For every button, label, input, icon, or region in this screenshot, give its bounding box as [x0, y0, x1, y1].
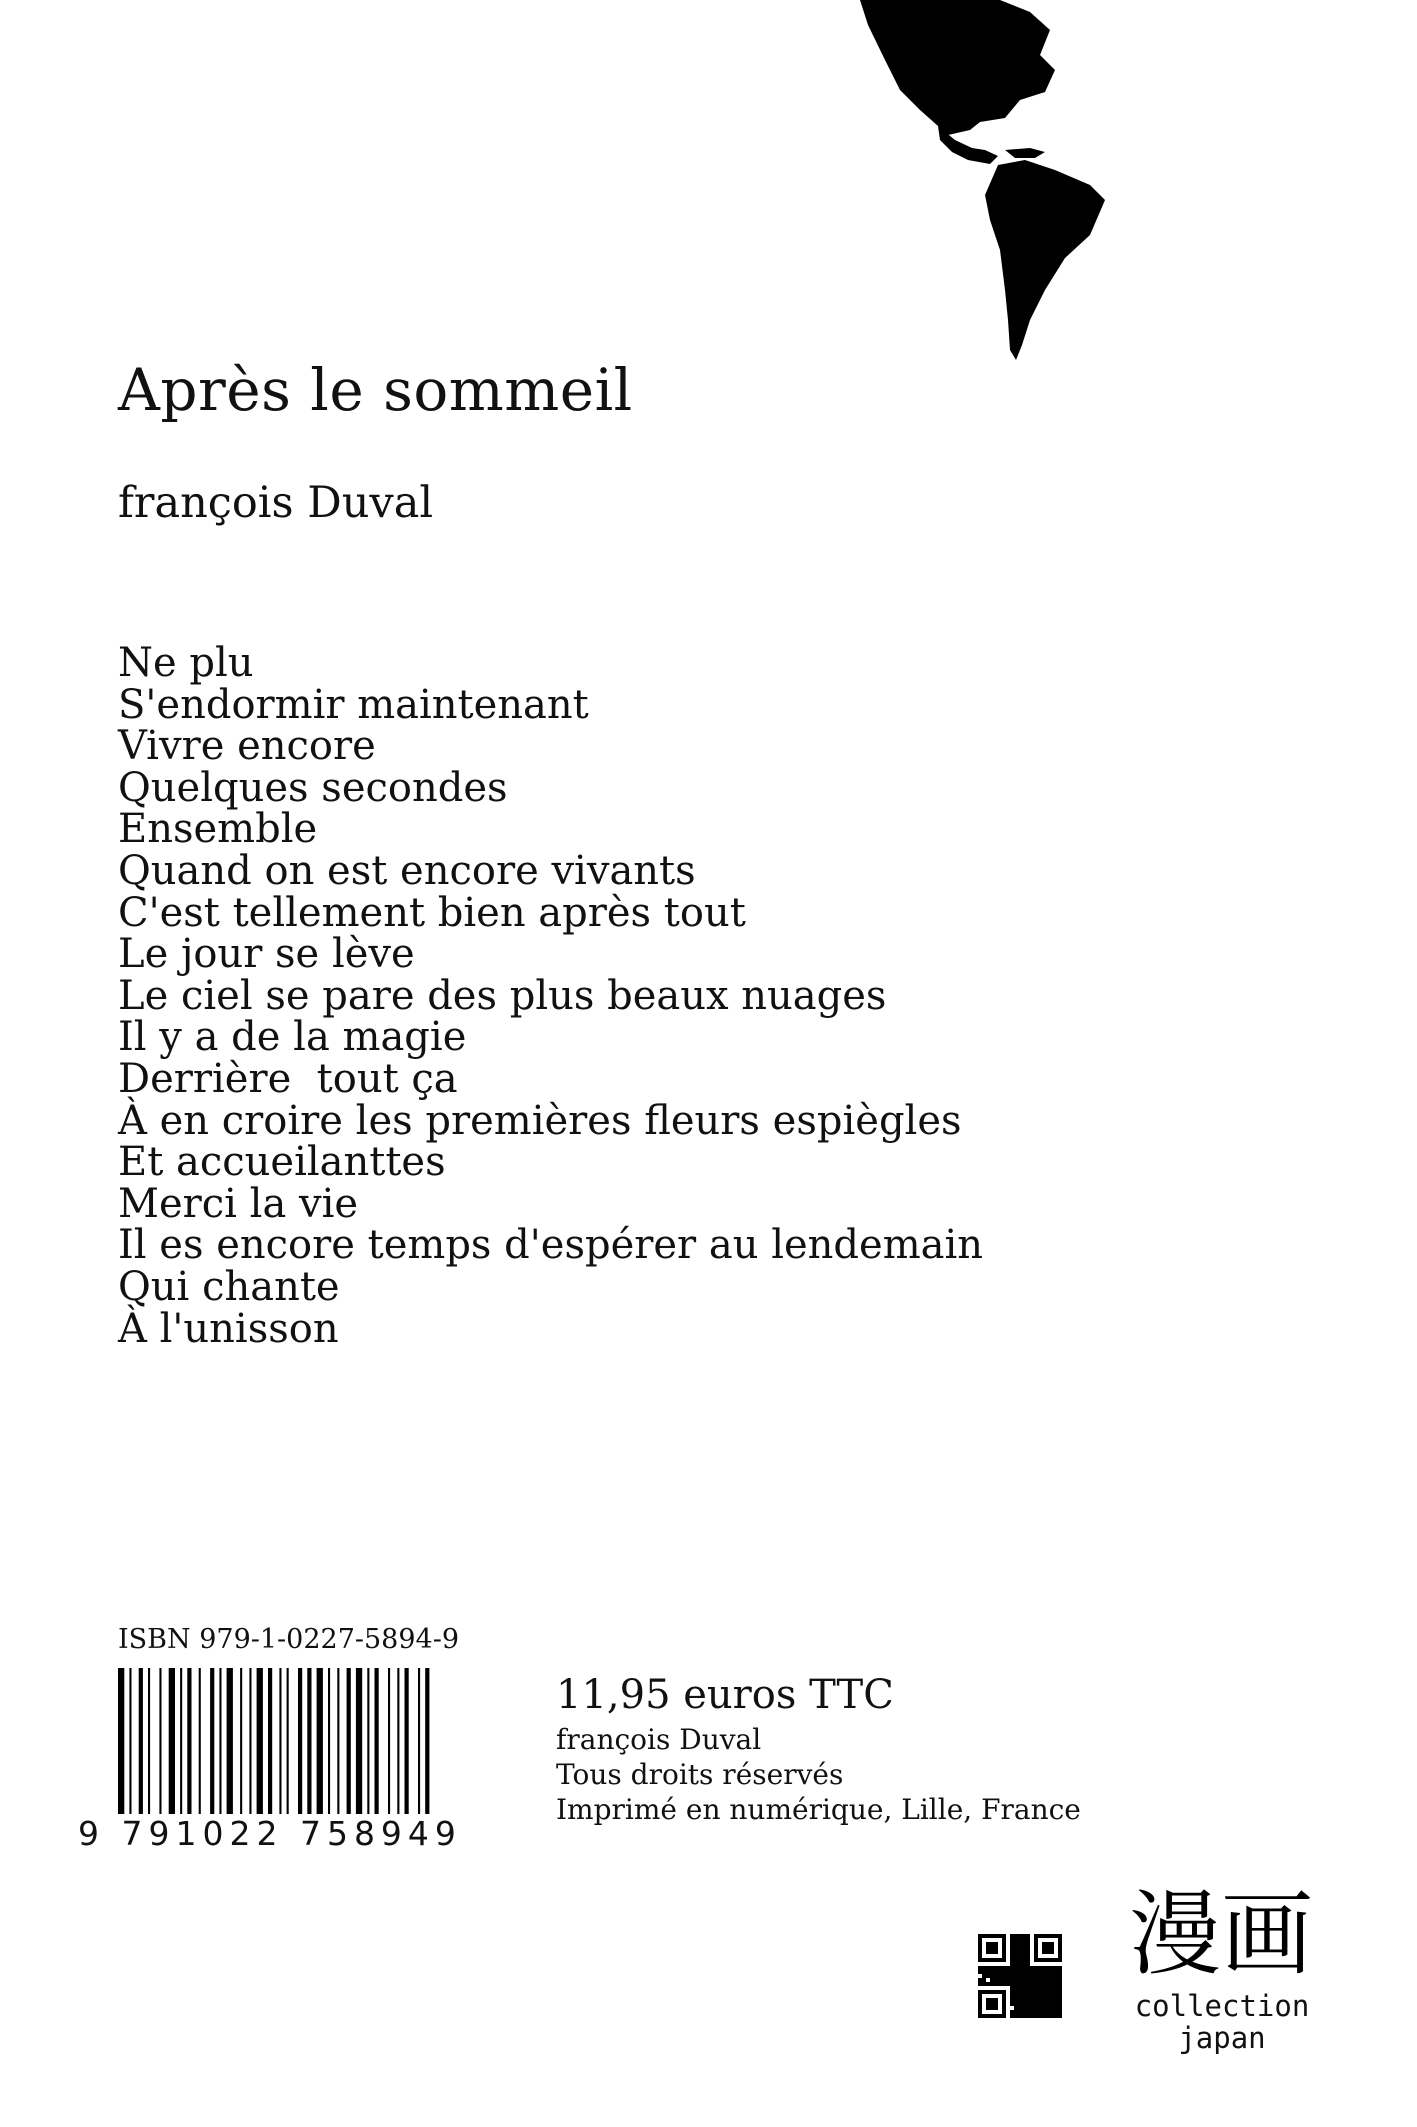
book-title: Après le sommeil — [118, 356, 633, 424]
poem — [118, 640, 984, 1352]
barcode-icon — [118, 1668, 490, 1814]
poem-line: Et accueilanttes — [118, 1139, 446, 1186]
collection-kanji: 漫画 — [1128, 1881, 1314, 1980]
publisher-author: françois Duval — [556, 1723, 762, 1756]
price-block — [556, 1672, 1081, 1827]
price: 11,95 euros TTC — [556, 1672, 894, 1718]
poem-line: Ne plu — [118, 640, 254, 686]
poem-line: Qui chante — [118, 1263, 340, 1310]
collection-line1: collection — [1134, 1989, 1310, 2023]
collection-logo — [1126, 1880, 1316, 1980]
poem-line: Merci la vie — [118, 1180, 359, 1227]
poem-line: C'est tellement bien après tout — [118, 889, 746, 936]
poem-line: Vivre encore — [118, 723, 376, 770]
collection-name — [1124, 1990, 1320, 2054]
print-info: Imprimé en numérique, Lille, France — [556, 1793, 1081, 1826]
qr-code-icon — [978, 1934, 1062, 2018]
barcode-digits: 9 791022 758949 — [78, 1814, 462, 1853]
poem-line: Le ciel se pare des plus beaux nuages — [118, 972, 887, 1019]
poem-line: À l'unisson — [118, 1305, 339, 1352]
poem-line: Ensemble — [118, 806, 318, 853]
poem-line: S'endormir maintenant — [118, 681, 589, 728]
rights-notice: Tous droits réservés — [556, 1758, 844, 1791]
poem-line: Quand on est encore vivants — [118, 847, 696, 894]
author-name: françois Duval — [118, 478, 434, 528]
poem-line: À en croire les premières fleurs espiègles — [118, 1097, 962, 1144]
poem-line: Quelques secondes — [118, 764, 508, 811]
collection-line2: japan — [1178, 2021, 1266, 2055]
poem-line: Il y a de la magie — [118, 1014, 467, 1061]
poem-line: Derrière tout ça — [118, 1055, 458, 1102]
isbn-label: ISBN 979-1-0227-5894-9 — [118, 1624, 460, 1655]
poem-line: Le jour se lève — [118, 931, 415, 978]
americas-map-icon — [840, 0, 1260, 370]
poem-line: Il es encore temps d'espérer au lendemain — [118, 1222, 984, 1269]
